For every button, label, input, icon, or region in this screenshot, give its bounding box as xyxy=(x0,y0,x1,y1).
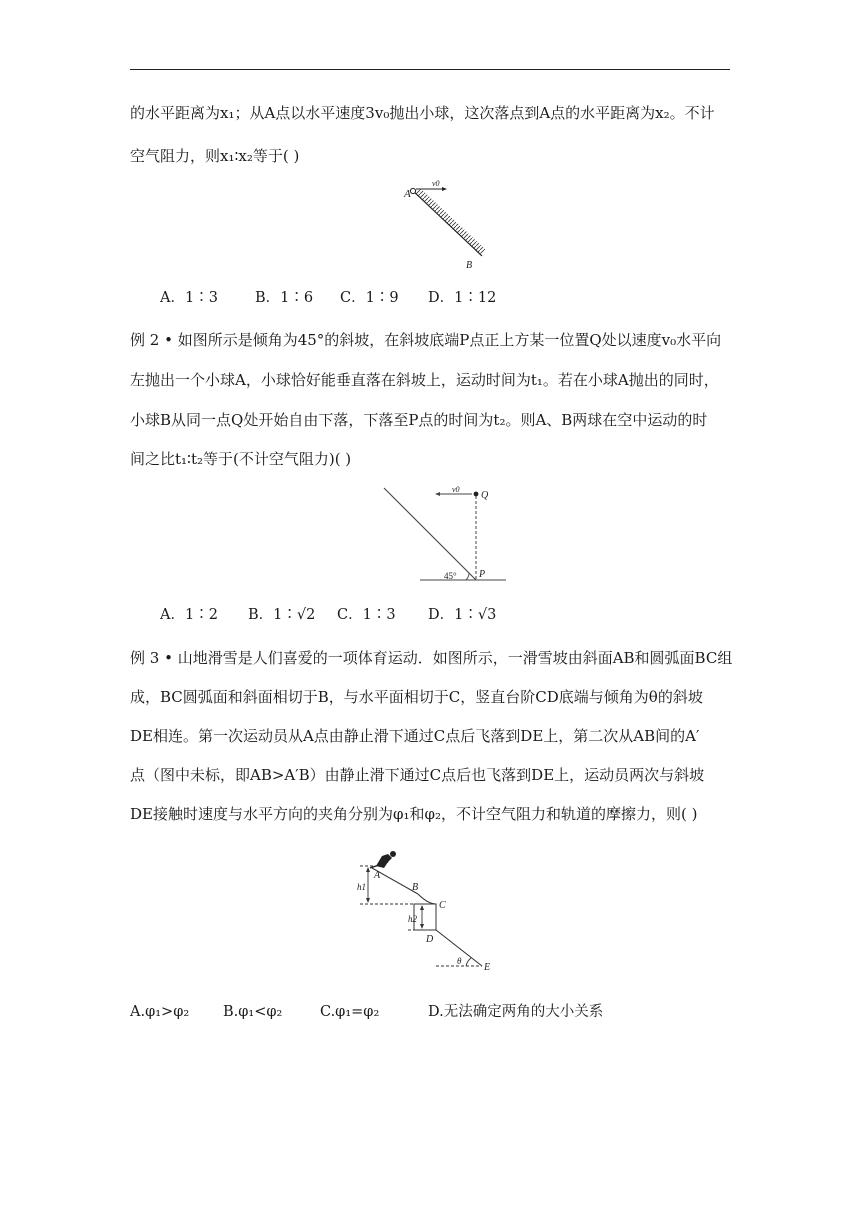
q3-option-b[interactable]: B.φ₁<φ₂ xyxy=(223,1004,283,1020)
q1-options xyxy=(160,288,520,308)
q2-ball-q xyxy=(474,492,479,497)
q3-label-c: C xyxy=(439,900,446,911)
q2-label-angle: 45° xyxy=(444,571,457,581)
q2-text-line-3: 小球B从同一点Q处开始自由下落，下落至P点的时间为t₂。则A、B两球在空中运动的时 xyxy=(130,411,708,429)
q2-text-line-1: 例 2 • 如图所示是倾角为45°的斜坡，在斜坡底端P点正上方某一位置Q处以速度v₀水平向 xyxy=(130,331,722,349)
q1-option-b[interactable]: B．1∶6 xyxy=(255,290,314,306)
q2-figure-slope xyxy=(380,482,510,586)
q1-ball xyxy=(410,188,415,193)
q3-label-b: B xyxy=(412,882,419,893)
q2-label-v0: v0 xyxy=(452,485,460,494)
q3-option-c[interactable]: C.φ₁=φ₂ xyxy=(320,1004,380,1020)
q3-label-e: E xyxy=(484,962,491,972)
q3-step-cd xyxy=(414,904,436,930)
q2-option-a[interactable]: A．1∶2 xyxy=(160,607,218,623)
q1-figure-incline xyxy=(396,178,496,270)
q2-option-c[interactable]: C．1∶3 xyxy=(337,607,396,623)
q1-slope-line xyxy=(412,190,482,256)
q1-label-v0: v0 xyxy=(432,179,440,188)
q2-text-line-2: 左抛出一个小球A，小球恰好能垂直落在斜坡上，运动时间为t₁。若在小球A抛出的同时， xyxy=(130,371,719,389)
q2-options xyxy=(160,605,540,625)
q1-option-c[interactable]: C．1∶9 xyxy=(340,290,399,306)
q3-label-h1: h1 xyxy=(357,882,366,892)
q2-text-line-4: 间之比t₁∶t₂等于(不计空气阻力)( ) xyxy=(130,450,352,468)
q3-label-a: A xyxy=(374,870,381,881)
header-rule xyxy=(130,69,730,70)
q3-figure-ski-slope xyxy=(352,848,502,972)
q1-label-b: B xyxy=(466,260,473,270)
q3-options xyxy=(130,1002,630,1022)
q2-option-b[interactable]: B．1∶√2 xyxy=(248,607,316,623)
q2-option-d[interactable]: D．1∶√3 xyxy=(428,607,497,623)
q3-text-line-1: 例 3 • 山地滑雪是人们喜爱的一项体育运动．如图所示，一滑雪坡由斜面AB和圆弧面BC组 xyxy=(130,649,733,667)
q3-arc-bc xyxy=(418,894,436,904)
q1-text-line-1: 的水平距离为x₁；从A点以水平速度3v₀抛出小球，这次落点到A点的水平距离为x₂。不计 xyxy=(130,104,715,122)
q3-label-theta: θ xyxy=(457,956,462,966)
q3-option-a[interactable]: A.φ₁>φ₂ xyxy=(130,1004,190,1020)
q3-text-line-4: 点（图中未标，即AB>A′B）由静止滑下通过C点后也飞落到DE上，运动员两次与斜坡 xyxy=(130,766,705,784)
q3-label-h2: h2 xyxy=(408,914,417,924)
skier-icon xyxy=(370,851,396,868)
q1-label-a: A xyxy=(404,188,411,200)
q3-text-line-5: DE接触时速度与水平方向的夹角分别为φ₁和φ₂，不计空气阻力和轨道的摩擦力，则( ) xyxy=(130,805,698,823)
q2-label-q: Q xyxy=(481,490,489,501)
q3-label-d: D xyxy=(426,934,434,945)
q1-text-line-2: 空气阻力，则x₁∶x₂等于( ) xyxy=(130,147,300,165)
q2-slope-line xyxy=(384,488,476,580)
q2-label-p: P xyxy=(479,569,486,580)
q3-option-d[interactable]: D.无法确定两角的大小关系 xyxy=(428,1004,604,1020)
q1-option-d[interactable]: D．1∶12 xyxy=(428,290,497,306)
q1-option-a[interactable]: A．1∶3 xyxy=(160,290,218,306)
q1-slope-hatch xyxy=(414,188,486,254)
q3-text-line-2: 成，BC圆弧面和斜面相切于B，与水平面相切于C，竖直台阶CD底端与倾角为θ的斜坡 xyxy=(130,688,703,706)
q3-text-line-3: DE相连。第一次运动员从A点由静止滑下通过C点后飞落到DE上，第二次从AB间的A′ xyxy=(130,727,700,745)
